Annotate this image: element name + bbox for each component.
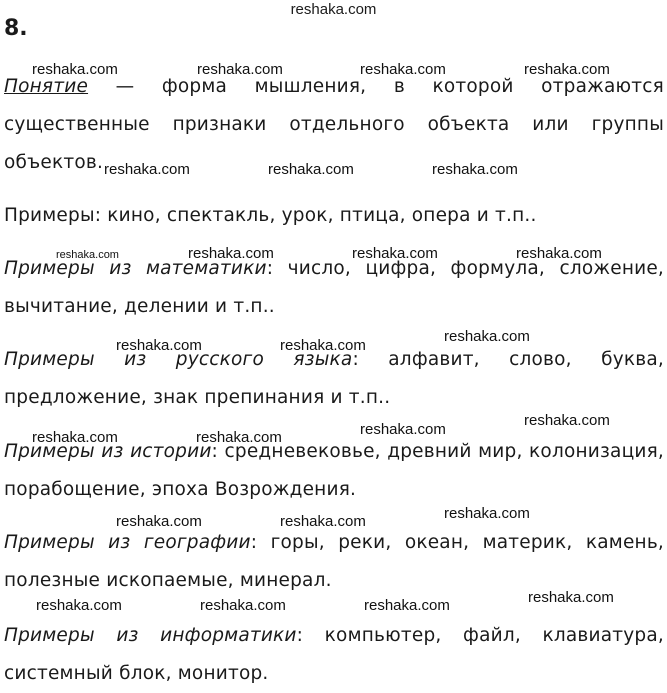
watermark: reshaka.com <box>360 61 446 78</box>
watermark: reshaka.com <box>444 328 530 345</box>
section-label: Примеры из математики <box>4 258 267 279</box>
section-separator: : <box>266 258 288 279</box>
definition-text: — форма мышления, в которой отражаются существенные признаки отдельного объекта или группы объектов. <box>4 76 664 173</box>
watermark: reshaka.com <box>524 61 610 78</box>
watermark: reshaka.com <box>268 161 354 178</box>
section-text: алфавит, слово, буква, предложение, знак препинания и т.п.. <box>4 349 664 408</box>
watermark: reshaka.com <box>32 429 118 446</box>
section-text: средневековье, древний мир, колонизация, порабощение, эпоха Возрождения. <box>4 441 665 500</box>
section-informatics <box>4 617 664 693</box>
watermark: reshaka.com <box>352 245 438 262</box>
watermark: reshaka.com <box>364 597 450 614</box>
watermark: reshaka.com <box>360 421 446 438</box>
section-separator: : <box>211 441 225 462</box>
section-text: горы, реки, океан, материк, камень, полезные ископаемые, минерал. <box>4 532 665 591</box>
watermark: reshaka.com <box>116 337 202 354</box>
watermark: reshaka.com <box>196 429 282 446</box>
watermark: reshaka.com <box>524 412 610 429</box>
watermark: reshaka.com <box>280 513 366 530</box>
watermark: reshaka.com <box>528 589 614 606</box>
watermark: reshaka.com <box>36 597 122 614</box>
watermark: reshaka.com <box>32 61 118 78</box>
general-examples: Примеры: кино, спектакль, урок, птица, опера и т.п.. <box>4 205 537 226</box>
task-number: 8. <box>4 16 28 41</box>
section-separator: : <box>296 625 325 646</box>
watermark: reshaka.com <box>116 513 202 530</box>
section-geography <box>4 524 664 600</box>
section-label: Примеры из истории <box>4 441 212 462</box>
watermark: reshaka.com <box>200 597 286 614</box>
section-russian <box>4 341 664 417</box>
section-history <box>4 433 664 509</box>
section-label: Примеры из географии <box>4 532 251 553</box>
watermark: reshaka.com <box>56 249 119 261</box>
watermark: reshaka.com <box>188 245 274 262</box>
watermark: reshaka.com <box>444 505 530 522</box>
definition-term: Понятие <box>4 76 89 97</box>
watermark: reshaka.com <box>432 161 518 178</box>
watermark: reshaka.com <box>197 61 283 78</box>
watermark: reshaka.com <box>104 161 190 178</box>
section-separator: : <box>250 532 271 553</box>
watermark: reshaka.com <box>280 337 366 354</box>
definition-paragraph <box>4 68 664 182</box>
section-separator: : <box>352 349 389 370</box>
watermark: reshaka.com <box>516 245 602 262</box>
site-header: reshaka.com <box>290 1 377 18</box>
section-text: число, цифра, формула, сложение, вычитание, делении и т.п.. <box>4 258 665 317</box>
section-label: Примеры из русского языка <box>4 349 353 370</box>
section-text: компьютер, файл, клавиатура, системный блок, монитор. <box>4 625 664 684</box>
section-math <box>4 250 664 326</box>
section-label: Примеры из информатики <box>4 625 297 646</box>
